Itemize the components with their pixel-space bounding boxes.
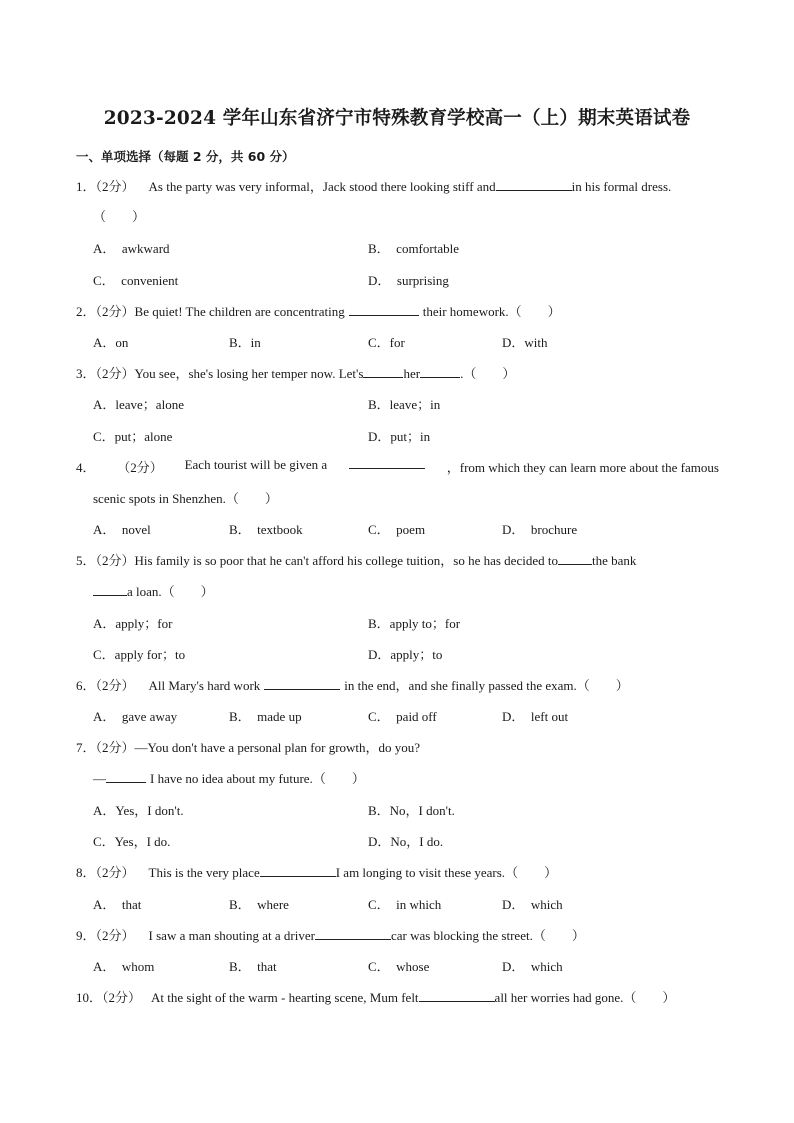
answer-paren[interactable]: （ ） [508, 304, 561, 319]
answer-blank[interactable] [496, 179, 572, 191]
section-heading: 一、单项选择（每题 2 分，共 60 分） [76, 149, 295, 164]
question-1 [76, 176, 671, 195]
answer-blank-1[interactable] [363, 366, 403, 378]
question-text-after: in his formal dress. [571, 179, 672, 194]
answer-paren[interactable]: （ ） [225, 491, 278, 506]
question-text-mid: her [403, 366, 421, 381]
question-text-after: ，from which they can learn more about the famous [446, 460, 719, 475]
question-9 [76, 925, 585, 944]
question-text-after: I am longing to visit these years. [335, 865, 506, 880]
question-text: You see，she's losing her temper now. Let's [134, 366, 364, 381]
question-score: （2分） [95, 678, 135, 693]
answer-blank-1[interactable] [558, 553, 592, 565]
question-number: 7． [76, 740, 96, 755]
question-score: （2分） [95, 740, 135, 755]
question-number: 10． [76, 990, 103, 1005]
answer-paren[interactable]: （ ） [576, 678, 629, 693]
option-b[interactable]: B．in [229, 335, 261, 350]
question-2 [76, 301, 561, 320]
question-7 [76, 737, 420, 756]
question-4 [76, 457, 719, 476]
option-c[interactable]: C． poem [368, 522, 426, 537]
question-score: （2分） [95, 928, 135, 943]
question-score: （2分） [95, 366, 135, 381]
question-5 [76, 550, 636, 569]
question-number: 8． [76, 865, 96, 880]
question-5-line2 [93, 581, 214, 600]
option-a[interactable]: A． novel [93, 522, 151, 537]
option-b[interactable]: B． made up [229, 709, 302, 724]
question-text-after: in the end，and she finally passed the exam. [344, 678, 577, 693]
option-c[interactable]: C． in which [368, 897, 442, 912]
question-text-after: . [460, 366, 464, 381]
question-8 [76, 862, 557, 881]
option-b[interactable]: B． comfortable [368, 241, 459, 256]
option-d[interactable]: D．No，I do. [368, 834, 444, 849]
question-10 [76, 987, 675, 1006]
question-score: （2分） [95, 304, 135, 319]
answer-blank-2[interactable] [420, 366, 460, 378]
answer-paren[interactable]: （ ） [93, 209, 146, 224]
question-text-line2: scenic spots in Shenzhen. [93, 491, 226, 506]
question-score: （2分） [95, 553, 135, 568]
question-text-line2: I have no idea about my future. [150, 771, 313, 786]
question-number: 5． [76, 553, 96, 568]
option-d[interactable]: D． surprising [368, 273, 449, 288]
answer-paren[interactable]: （ ） [312, 771, 365, 786]
option-c[interactable]: C．Yes，I do. [93, 834, 171, 849]
question-score: （2分） [95, 865, 135, 880]
question-3 [76, 363, 515, 382]
question-text: His family is so poor that he can't afford his college tuition，so he has decided to [134, 553, 558, 568]
option-b[interactable]: B．No，I don't. [368, 803, 455, 818]
option-d[interactable]: D． brochure [502, 522, 578, 537]
option-b[interactable]: B． that [229, 959, 277, 974]
option-a[interactable]: A． that [93, 897, 142, 912]
answer-paren[interactable]: （ ） [532, 928, 585, 943]
answer-paren[interactable]: （ ） [623, 990, 676, 1005]
option-a[interactable]: A． whom [93, 959, 155, 974]
option-b[interactable]: B． where [229, 897, 289, 912]
question-number: 1． [76, 179, 96, 194]
option-c[interactable]: C．put；alone [93, 429, 173, 444]
question-text: At the sight of the warm - hearting scene, Mum felt [151, 990, 419, 1005]
dialogue-dash: — [93, 771, 106, 786]
option-a[interactable]: A．Yes，I don't. [93, 803, 184, 818]
question-text: I saw a man shouting at a driver [148, 928, 315, 943]
option-a[interactable]: A．apply；for [93, 616, 173, 631]
question-text: This is the very place [148, 865, 260, 880]
option-d[interactable]: D．apply；to [368, 647, 443, 662]
option-a[interactable]: A． awkward [93, 241, 170, 256]
answer-paren[interactable]: （ ） [505, 865, 558, 880]
question-text-after: the bank [591, 553, 637, 568]
answer-blank[interactable] [106, 771, 146, 783]
question-text: Be quiet! The children are concentrating [134, 304, 345, 319]
answer-blank[interactable] [419, 990, 495, 1002]
option-c[interactable]: C． whose [368, 959, 430, 974]
answer-paren[interactable]: （ ） [161, 584, 214, 599]
answer-blank-2[interactable] [93, 584, 127, 596]
question-text: —You don't have a personal plan for growth，do you? [134, 740, 421, 755]
answer-blank[interactable] [349, 304, 419, 316]
option-d[interactable]: D． left out [502, 709, 569, 724]
answer-blank[interactable] [349, 457, 425, 469]
question-number: 4． [76, 460, 96, 475]
answer-blank[interactable] [315, 928, 391, 940]
question-text-line2: a loan. [127, 584, 162, 599]
option-b[interactable]: B．apply to；for [368, 616, 461, 631]
option-c[interactable]: C． convenient [93, 273, 179, 288]
answer-blank[interactable] [264, 678, 340, 690]
option-d[interactable]: D．with [502, 335, 548, 350]
option-c[interactable]: C．for [368, 335, 405, 350]
option-d[interactable]: D．put；in [368, 429, 431, 444]
question-score: （2分） [117, 460, 163, 475]
page-title: 2023-2024 学年山东省济宁市特殊教育学校高一（上）期末英语试卷 [103, 108, 691, 129]
question-score: （2分） [102, 990, 142, 1005]
question-text: Each tourist will be given a [184, 457, 328, 472]
question-text-after: their homework. [422, 304, 509, 319]
option-b[interactable]: B． textbook [229, 522, 303, 537]
question-4-line2 [93, 488, 278, 507]
option-d[interactable]: D． which [502, 897, 563, 912]
question-number: 3． [76, 366, 96, 381]
option-c[interactable]: C． paid off [368, 709, 437, 724]
question-7-line2 [93, 768, 365, 787]
question-score: （2分） [95, 179, 135, 194]
answer-paren[interactable]: （ ） [463, 366, 516, 381]
question-text-after: all her worries had gone. [494, 990, 624, 1005]
question-number: 9． [76, 928, 96, 943]
question-number: 6． [76, 678, 96, 693]
option-b[interactable]: B．leave；in [368, 397, 441, 412]
option-c[interactable]: C．apply for；to [93, 647, 186, 662]
option-a[interactable]: A． gave away [93, 709, 178, 724]
question-number: 2． [76, 304, 96, 319]
question-text: All Mary's hard work [148, 678, 261, 693]
question-text: As the party was very informal，Jack stood there looking stiff and [148, 179, 496, 194]
option-d[interactable]: D． which [502, 959, 563, 974]
answer-blank[interactable] [260, 865, 336, 877]
question-6 [76, 675, 629, 694]
question-text-after: car was blocking the street. [390, 928, 533, 943]
option-a[interactable]: A．leave；alone [93, 397, 184, 412]
option-a[interactable]: A．on [93, 335, 129, 350]
